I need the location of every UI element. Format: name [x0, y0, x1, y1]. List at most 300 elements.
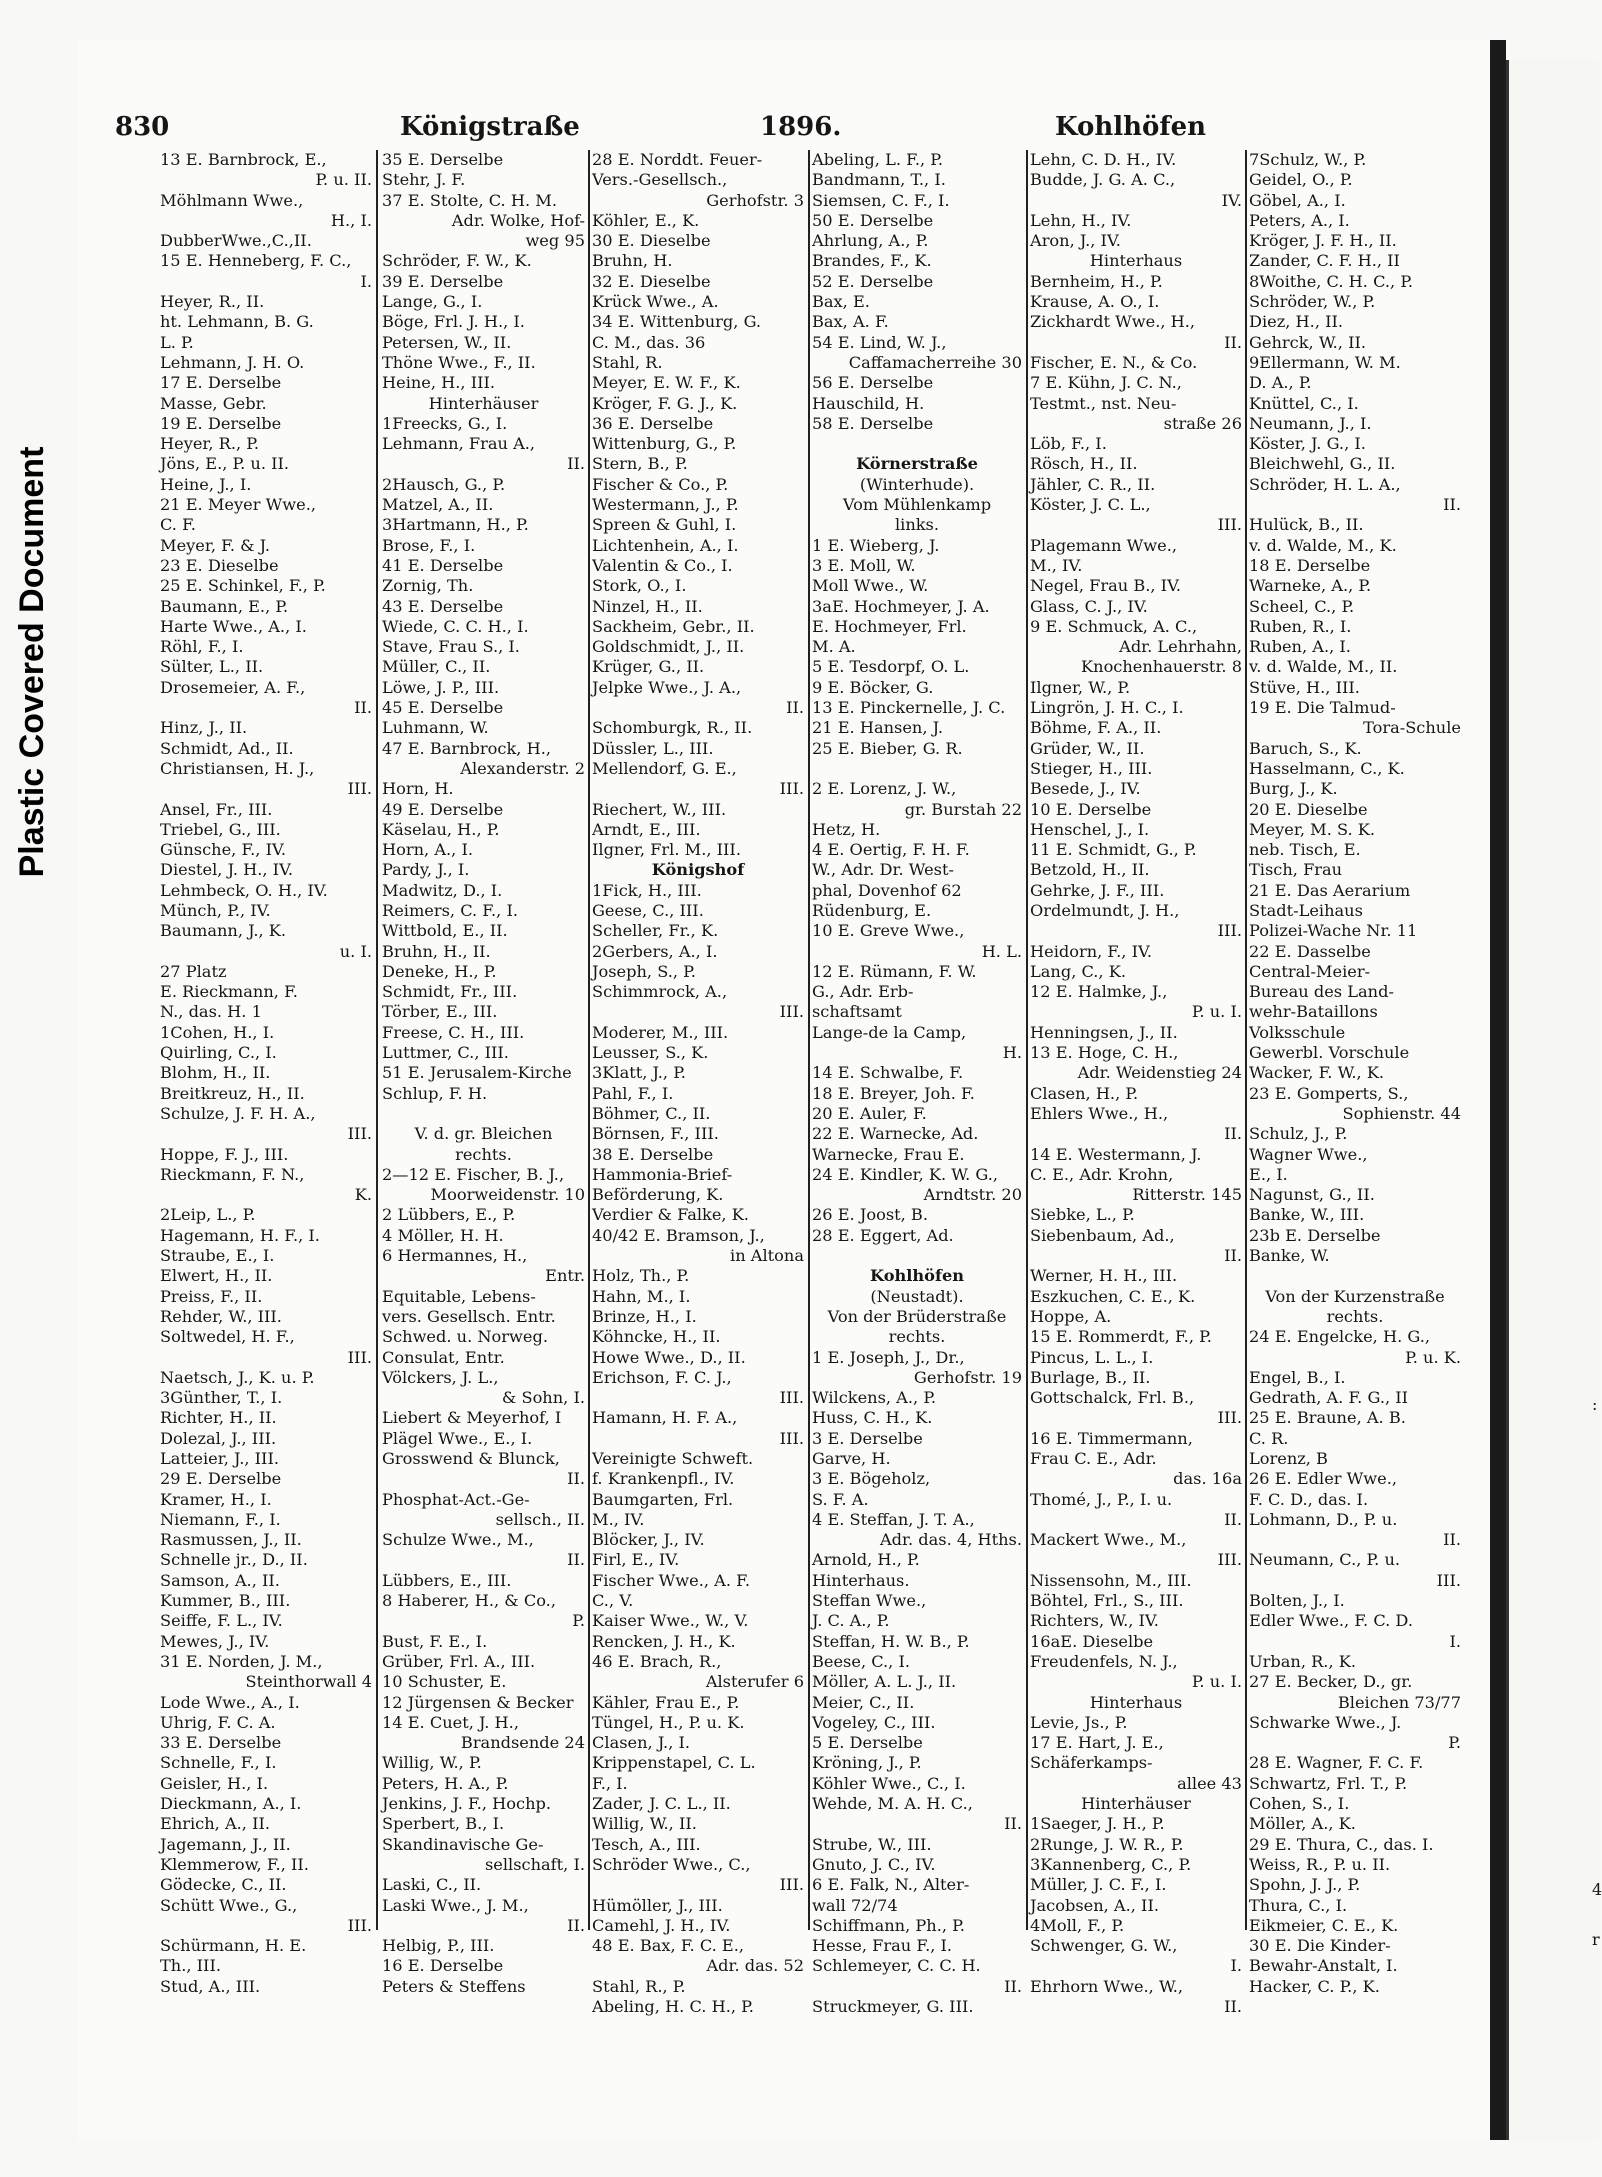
entry-line: Köhler, E., K.: [592, 210, 700, 230]
entry-line: 10 Schuster, E.: [382, 1672, 507, 1692]
entry-line: Stehr, J. F.: [382, 170, 466, 190]
entry-line: Blöcker, J., IV.: [592, 1530, 705, 1550]
entry-line: 16 E. Derselbe: [382, 1956, 504, 1976]
entry-line: Schwed. u. Norweg.: [382, 1327, 548, 1347]
entry-line: K.: [354, 1185, 372, 1205]
entry-line: weg 95: [525, 231, 585, 251]
entry-line: Grüber, Frl. A., III.: [382, 1651, 536, 1671]
entry-line: Christiansen, H. J.,: [160, 758, 315, 778]
entry-line: P. u. I.: [1191, 1672, 1242, 1692]
entry-line: 17 E. Hart, J. E.,: [1030, 1733, 1164, 1753]
entry-line: Rasmussen, J., II.: [160, 1530, 302, 1550]
entry-line: Adr. Lehrhahn,: [1119, 637, 1242, 657]
entry-line: 16aE. Dieselbe: [1030, 1631, 1154, 1651]
entry-line: Kramer, H., I.: [160, 1489, 272, 1509]
entry-line: Geisler, H., I.: [160, 1773, 269, 1793]
entry-line: [1249, 1266, 1461, 1286]
entry-line: Zickhardt Wwe., H.,: [1030, 312, 1196, 332]
entry-line: Zader, J. C. L., II.: [592, 1794, 731, 1814]
entry-line: rechts.: [888, 1327, 946, 1347]
entry-line: Vers.-Gesellsch.,: [592, 170, 728, 190]
entry-line: Ehlers Wwe., H.,: [1030, 1103, 1169, 1123]
entry-line: IV.: [1221, 190, 1242, 210]
entry-line: Schröder Wwe., C.,: [592, 1854, 751, 1874]
entry-line: Blohm, H., II.: [160, 1063, 271, 1083]
entry-line: Warnecke, Frau E.: [812, 1144, 965, 1164]
entry-line: 3Klatt, J., P.: [592, 1063, 686, 1083]
entry-line: III.: [1217, 1550, 1242, 1570]
entry-line: Stieger, H., III.: [1030, 758, 1153, 778]
entry-line: Jenkins, J. F., Hochp.: [382, 1794, 552, 1814]
entry-line: Sülter, L., II.: [160, 657, 264, 677]
entry-line: Alsterufer 6: [705, 1672, 804, 1692]
entry-line: Riechert, W., III.: [592, 799, 727, 819]
entry-line: C. F.: [160, 515, 196, 535]
entry-line: Bureau des Land-: [1249, 982, 1394, 1002]
entry-line: Wehde, M. A. H. C.,: [812, 1794, 973, 1814]
entry-line: Levie, Js., P.: [1030, 1712, 1128, 1732]
entry-line: Moderer, M., III.: [592, 1022, 729, 1042]
entry-line: Bandmann, T., I.: [812, 170, 946, 190]
entry-line: Schiffmann, Ph., P.: [812, 1915, 965, 1935]
entry-line: schaftsamt: [812, 1002, 902, 1022]
entry-line: Scheel, C., P.: [1249, 596, 1355, 616]
entry-line: Lehn, C. D. H., IV.: [1030, 150, 1177, 169]
entry-line: Baumann, E., P.: [160, 596, 289, 616]
entry-line: Geese, C., III.: [592, 900, 704, 920]
entry-line: Kröning, J., P.: [812, 1753, 922, 1773]
entry-line: Lehmann, Frau A.,: [382, 434, 536, 454]
entry-line: 3Hartmann, H., P.: [382, 515, 529, 535]
entry-line: Köster, J. C. L.,: [1030, 495, 1151, 515]
entry-line: Jähler, C. R., II.: [1030, 474, 1156, 494]
entry-line: Deneke, H., P.: [382, 961, 497, 981]
entry-line: Böhmer, C., II.: [592, 1103, 711, 1123]
entry-line: Urban, R., K.: [1249, 1651, 1356, 1671]
entry-line: 4 E. Oertig, F. H. F.: [812, 840, 970, 860]
entry-line: III.: [1217, 515, 1242, 535]
entry-line: 38 E. Derselbe: [592, 1144, 714, 1164]
entry-line: Lehn, H., IV.: [1030, 210, 1132, 230]
entry-line: II.: [1443, 495, 1461, 515]
entry-line: Schäferkamps-: [1030, 1753, 1153, 1773]
entry-line: 6 Hermannes, H.,: [382, 1246, 528, 1266]
entry-line: Adr. das. 52: [706, 1956, 804, 1976]
entry-line: Lange-de la Camp,: [812, 1022, 967, 1042]
entry-line: 23 E. Gomperts, S.,: [1249, 1083, 1409, 1103]
entry-line: Plägel Wwe., E., I.: [382, 1428, 533, 1448]
entry-line: C. M., das. 36: [592, 332, 706, 352]
street-title-right: Kohlhöfen: [1055, 112, 1207, 142]
entry-line: Krüger, G., II.: [592, 657, 705, 677]
entry-line: Rieckmann, F. N.,: [160, 1164, 305, 1184]
entry-line: 20 E. Auler, F.: [812, 1103, 927, 1123]
entry-line: 26 E. Edler Wwe.,: [1249, 1469, 1398, 1489]
entry-line: Clasen, J., I.: [592, 1733, 691, 1753]
entry-line: allee 43: [1177, 1773, 1242, 1793]
entry-line: Köster, J. G., I.: [1249, 434, 1366, 454]
entry-line: III.: [1217, 1408, 1242, 1428]
entry-line: Meyer, F. & J.: [160, 535, 271, 555]
entry-line: Köhncke, H., II.: [592, 1327, 721, 1347]
entry-line: Klemmerow, F., II.: [160, 1854, 309, 1874]
entry-line: Arnold, H., P.: [812, 1550, 920, 1570]
entry-line: 13 E. Pinckernelle, J. C.: [812, 698, 1006, 718]
directory-column-2: [382, 150, 585, 1997]
entry-line: Peters, A., I.: [1249, 210, 1350, 230]
entry-line: Schnelle, F., I.: [160, 1753, 277, 1773]
entry-line: Arndtstr. 20: [923, 1185, 1022, 1205]
entry-line: P.: [1448, 1733, 1461, 1753]
entry-line: Banke, W.: [1249, 1246, 1330, 1266]
entry-line: 18 E. Derselbe: [1249, 555, 1371, 575]
entry-line: Rehder, W., III.: [160, 1306, 282, 1326]
entry-line: Leusser, S., K.: [592, 1043, 709, 1063]
entry-line: Hahn, M., I.: [592, 1286, 691, 1306]
entry-line: Mackert Wwe., M.,: [1030, 1530, 1187, 1550]
entry-line: Uhrig, F. C. A.: [160, 1712, 276, 1732]
entry-line: Schürmann, H. E.: [160, 1936, 307, 1956]
entry-line: P. u. I.: [1191, 1002, 1242, 1022]
entry-line: Garve, H.: [812, 1449, 891, 1468]
entry-line: 9Ellermann, W. M.: [1249, 352, 1401, 372]
entry-line: Stave, Frau S., I.: [382, 637, 520, 657]
entry-line: [812, 1246, 1022, 1266]
entry-line: Müller, C., II.: [382, 657, 491, 677]
entry-line: 29 E. Derselbe: [160, 1469, 282, 1489]
entry-line: 21 E. Das Aerarium: [1249, 880, 1411, 900]
entry-line: 24 E. Kindler, K. W. G.,: [812, 1164, 999, 1184]
entry-line: 26 E. Joost, B.: [812, 1205, 928, 1225]
entry-line: & Sohn, I.: [501, 1388, 585, 1408]
entry-line: Moll Wwe., W.: [812, 576, 929, 596]
entry-line: Laski, C., II.: [382, 1875, 482, 1895]
entry-line: 13 E. Barnbrock, E.,: [160, 150, 327, 169]
entry-line: Adr. Wolke, Hof-: [451, 210, 585, 230]
entry-line: Müller, J. C. F., I.: [1030, 1875, 1167, 1895]
entry-line: Banke, W., III.: [1249, 1205, 1365, 1225]
entry-line: 28 E. Eggert, Ad.: [812, 1225, 954, 1245]
entry-line: Bernheim, H., P.: [1030, 271, 1163, 291]
entry-line: Stahl, R.: [592, 352, 663, 372]
entry-line: rechts.: [1326, 1306, 1384, 1326]
entry-line: 17 E. Derselbe: [160, 373, 282, 393]
entry-line: 2Gerbers, A., I.: [592, 941, 718, 961]
entry-line: 3aE. Hochmeyer, J. A.: [812, 596, 990, 616]
entry-line: Scheller, Fr., K.: [592, 921, 719, 941]
entry-line: Abeling, H. C. H., P.: [592, 1997, 754, 2017]
entry-line: Lichtenhein, A., I.: [592, 535, 739, 555]
entry-line: Breitkreuz, H., II.: [160, 1083, 305, 1103]
entry-line: 56 E. Derselbe: [812, 373, 934, 393]
entry-line: 47 E. Barnbrock, H.,: [382, 738, 551, 758]
entry-line: Baruch, S., K.: [1249, 738, 1362, 758]
entry-line: 35 E. Derselbe: [382, 150, 504, 169]
entry-line: Negel, Frau B., IV.: [1030, 576, 1182, 596]
column-rule: [588, 150, 590, 1930]
edge-mark: 4: [1592, 1880, 1602, 1899]
entry-line: 11 E. Schmidt, G., P.: [1030, 840, 1197, 860]
entry-line: Bewahr-Anstalt, I.: [1249, 1956, 1398, 1976]
entry-line: Grüder, W., II.: [1030, 738, 1145, 758]
entry-line: 58 E. Derselbe: [812, 413, 934, 433]
entry-line: III.: [1217, 921, 1242, 941]
entry-line: 12 E. Rümann, F. W.: [812, 961, 977, 981]
entry-line: F. C. D., das. I.: [1249, 1489, 1369, 1509]
binding-gutter: [1490, 40, 1506, 2140]
entry-line: Brandes, F., K.: [812, 251, 932, 271]
entry-line: Freese, C. H., III.: [382, 1022, 525, 1042]
entry-line: Stadt-Leihaus: [1249, 900, 1363, 920]
entry-line: Sackheim, Gebr., II.: [592, 616, 755, 636]
entry-line: 19 E. Die Talmud-: [1249, 698, 1396, 718]
entry-line: Luttmer, C., III.: [382, 1043, 509, 1063]
entry-line: Schulze, J. F. H. A.,: [160, 1103, 316, 1123]
directory-column-4: [812, 150, 1022, 2017]
entry-line: Köhler Wwe., C., I.: [812, 1773, 966, 1793]
entry-line: sellsch., II.: [495, 1509, 585, 1529]
entry-line: Th., III.: [160, 1956, 221, 1976]
entry-line: Ilgner, W., P.: [1030, 677, 1131, 697]
entry-line: 4 E. Steffan, J. T. A.,: [812, 1509, 975, 1529]
entry-line: Laski Wwe., J. M.,: [382, 1895, 529, 1915]
entry-line: II.: [1004, 1814, 1022, 1834]
entry-line: 10 E. Greve Wwe.,: [812, 921, 965, 941]
entry-line: Heyer, R., P.: [160, 434, 260, 454]
entry-line: Grosswend & Blunck,: [382, 1449, 560, 1468]
entry-line: Schwarke Wwe., J.: [1249, 1712, 1402, 1732]
entry-line: Steffan, H. W. B., P.: [812, 1631, 970, 1651]
entry-line: 2 E. Lorenz, J. W.,: [812, 779, 957, 799]
entry-line: rechts.: [455, 1144, 512, 1164]
entry-line: Ilgner, Frl. M., III.: [592, 840, 741, 860]
entry-line: 28 E. Wagner, F. C. F.: [1249, 1753, 1424, 1773]
entry-line: Sophienstr. 44: [1342, 1103, 1461, 1123]
entry-line: Bolten, J., I.: [1249, 1591, 1345, 1611]
year: 1896.: [760, 112, 842, 142]
entry-line: Krippenstapel, C. L.: [592, 1753, 756, 1773]
entry-line: Holz, Th., P.: [592, 1266, 690, 1286]
entry-line: Central-Meier-: [1249, 961, 1371, 981]
entry-line: Schnelle jr., D., II.: [160, 1550, 308, 1570]
plastic-cover-label: Plastic Covered Document: [12, 446, 51, 878]
entry-line: Wittenburg, G., P.: [592, 434, 737, 454]
entry-line: Besede, J., IV.: [1030, 779, 1141, 799]
column-rule: [1026, 150, 1028, 1930]
entry-line: 12 E. Halmke, J.,: [1030, 982, 1168, 1002]
entry-line: 3 E. Moll, W.: [812, 555, 916, 575]
entry-line: 29 E. Thura, C., das. I.: [1249, 1834, 1434, 1854]
entry-line: J. C. A., P.: [812, 1611, 890, 1631]
entry-line: 3 E. Derselbe: [812, 1428, 923, 1448]
entry-line: Ruben, A., I.: [1249, 637, 1351, 657]
entry-line: 21 E. Meyer Wwe.,: [160, 495, 316, 515]
entry-line: 2 Lübbers, E., P.: [382, 1205, 516, 1225]
entry-line: Gottschalck, Frl. B.,: [1030, 1388, 1195, 1408]
entry-line: Cohen, S., I.: [1249, 1794, 1350, 1814]
entry-line: Zander, C. F. H., II: [1249, 251, 1400, 271]
entry-line: Ahrlung, A., P.: [812, 231, 929, 251]
entry-line: Glass, C. J., IV.: [1030, 596, 1148, 616]
entry-line: III.: [347, 1915, 372, 1935]
entry-line: 2Hausch, G., P.: [382, 474, 506, 494]
entry-line: Masse, Gebr.: [160, 393, 267, 413]
entry-line: Polizei-Wache Nr. 11: [1249, 921, 1418, 941]
entry-line: III.: [347, 1347, 372, 1367]
entry-line: Düssler, L., III.: [592, 738, 714, 758]
entry-line: Engel, B., I.: [1249, 1367, 1346, 1387]
entry-line: 1 E. Wieberg, J.: [812, 535, 940, 555]
entry-line: M., IV.: [1030, 555, 1083, 575]
entry-line: Warneke, A., P.: [1249, 576, 1372, 596]
entry-line: Göbel, A., I.: [1249, 190, 1346, 210]
entry-line: Pincus, L. L., I.: [1030, 1347, 1154, 1367]
next-page-edge: [1506, 60, 1599, 2140]
entry-line: 20 E. Dieselbe: [1249, 799, 1368, 819]
entry-line: vers. Gesellsch. Entr.: [382, 1306, 556, 1326]
entry-line: Lode Wwe., A., I.: [160, 1692, 300, 1712]
entry-line: 9 E. Böcker, G.: [812, 677, 934, 697]
entry-line: Wilckens, A., P.: [812, 1388, 937, 1408]
entry-line: Harte Wwe., A., I.: [160, 616, 307, 636]
entry-line: N., das. H. 1: [160, 1002, 262, 1022]
entry-line: Gedrath, A. F. G., II: [1249, 1388, 1409, 1408]
entry-line: Stern, B., P.: [592, 454, 688, 474]
entry-line: E., I.: [1249, 1164, 1288, 1184]
entry-line: W., Adr. Dr. West-: [812, 860, 954, 880]
entry-line: 51 E. Jerusalem-Kirche: [382, 1063, 572, 1083]
entry-line: Hinterhäuser: [428, 393, 539, 413]
entry-line: Bax, E.: [812, 292, 870, 312]
entry-line: Tüngel, H., P. u. K.: [592, 1712, 745, 1732]
entry-line: Möller, A. L. J., II.: [812, 1672, 957, 1692]
entry-line: V. d. gr. Bleichen: [414, 1124, 553, 1144]
entry-line: Westermann, J., P.: [592, 495, 739, 515]
entry-line: 25 E. Schinkel, F., P.: [160, 576, 326, 596]
entry-line: Böhme, F. A., II.: [1030, 718, 1162, 738]
entry-line: 2—12 E. Fischer, B. J.,: [382, 1164, 565, 1184]
entry-line: Schmidt, Fr., III.: [382, 982, 518, 1002]
entry-line: 15 E. Rommerdt, F., P.: [1030, 1327, 1212, 1347]
entry-line: Gerhofstr. 19: [913, 1367, 1022, 1387]
entry-line: III.: [779, 1875, 804, 1895]
entry-line: Stork, O., I.: [592, 576, 687, 596]
entry-line: 34 E. Wittenburg, G.: [592, 312, 762, 332]
entry-line: Beförderung, K.: [592, 1185, 724, 1205]
entry-line: Hoppe, F. J., III.: [160, 1144, 289, 1164]
entry-line: u. I.: [339, 941, 372, 961]
entry-line: Brinze, H., I.: [592, 1306, 697, 1326]
entry-line: Stüve, H., III.: [1249, 677, 1360, 697]
entry-line: Brose, F., I.: [382, 535, 476, 555]
entry-line: Nagunst, G., II.: [1249, 1185, 1375, 1205]
entry-line: Abeling, L. F., P.: [812, 150, 944, 169]
entry-line: Jagemann, J., II.: [160, 1834, 291, 1854]
entry-line: Lorenz, B: [1249, 1449, 1328, 1468]
entry-line: 18 E. Breyer, Joh. F.: [812, 1083, 975, 1103]
entry-line: Ordelmundt, J. H.,: [1030, 900, 1180, 920]
entry-line: Hagemann, H. F., I.: [160, 1225, 320, 1245]
entry-line: Moorweidenstr. 10: [430, 1185, 585, 1205]
entry-line: 40/42 E. Bramson, J.,: [592, 1225, 765, 1245]
entry-line: Thöne Wwe., F., II.: [382, 352, 536, 372]
entry-line: Meyer, M. S. K.: [1249, 819, 1376, 839]
entry-line: I.: [360, 271, 372, 291]
entry-line: 39 E. Derselbe: [382, 271, 504, 291]
entry-line: 30 E. Dieselbe: [592, 231, 711, 251]
entry-line: Burlage, B., II.: [1030, 1367, 1151, 1387]
entry-line: 3 E. Bögeholz,: [812, 1469, 931, 1489]
entry-line: Hinterhaus: [1089, 1692, 1183, 1712]
entry-line: Frau C. E., Adr.: [1030, 1449, 1157, 1468]
entry-line: Huss, C. H., K.: [812, 1408, 933, 1428]
entry-line: 27 E. Becker, D., gr.: [1249, 1672, 1413, 1692]
entry-line: Rösch, H., II.: [1030, 454, 1138, 474]
entry-line: [812, 759, 1022, 779]
entry-line: v. d. Walde, M., II.: [1249, 657, 1398, 677]
street-title-left: Königstraße: [400, 112, 580, 142]
entry-line: C. R.: [1249, 1428, 1289, 1448]
entry-line: 14 E. Schwalbe, F.: [812, 1063, 964, 1083]
directory-column-6: [1249, 150, 1461, 1997]
entry-line: III.: [779, 779, 804, 799]
entry-line: Phosphat-Act.-Ge-: [382, 1489, 530, 1509]
entry-line: 7 E. Kühn, J. C. N.,: [1030, 373, 1182, 393]
entry-line: Käselau, H., P.: [382, 819, 500, 839]
entry-line: Wagner Wwe.,: [1249, 1144, 1368, 1164]
entry-line: Triebel, G., III.: [160, 819, 281, 839]
entry-line: E. Rieckmann, F.: [160, 982, 298, 1002]
entry-line: Ehrhorn Wwe., W.,: [1030, 1976, 1184, 1996]
entry-line: wall 72/74: [812, 1895, 898, 1915]
entry-line: Hammonia-Brief-: [592, 1164, 733, 1184]
column-rule: [376, 150, 378, 1930]
directory-column-5: [1030, 150, 1242, 2017]
entry-line: Steinthorwall 4: [245, 1672, 372, 1692]
entry-line: 27 Platz: [160, 961, 227, 981]
entry-line: I.: [1449, 1631, 1461, 1651]
entry-line: Gnuto, J. C., IV.: [812, 1854, 936, 1874]
entry-line: III.: [347, 779, 372, 799]
entry-line: Edler Wwe., F. C. D.: [1249, 1611, 1413, 1631]
entry-line: Straube, E., I.: [160, 1246, 275, 1266]
entry-line: Betzold, H., II.: [1030, 860, 1150, 880]
entry-line: Krause, A. O., I.: [1030, 292, 1160, 312]
entry-line: Pardy, J., I.: [382, 860, 470, 880]
entry-line: II.: [1224, 1997, 1242, 2017]
entry-line: DubberWwe.,C.,II.: [160, 231, 312, 251]
entry-line: Wiede, C. C. H., I.: [382, 616, 529, 636]
entry-line: Heine, J., I.: [160, 474, 252, 494]
entry-line: Börnsen, F., III.: [592, 1124, 719, 1144]
entry-line: Lübbers, E., III.: [382, 1570, 512, 1590]
entry-line: Schröder, W., P.: [1249, 292, 1376, 312]
entry-line: L. P.: [160, 332, 194, 352]
entry-line: Richter, H., II.: [160, 1408, 277, 1428]
entry-line: Dolezal, J., III.: [160, 1428, 277, 1448]
entry-line: 7Schulz, W., P.: [1249, 150, 1367, 169]
entry-line: Struckmeyer, G. III.: [812, 1997, 974, 2017]
entry-line: Nissensohn, M., III.: [1030, 1570, 1192, 1590]
entry-line: 1Fick, H., III.: [592, 880, 702, 900]
entry-line: III.: [1436, 1570, 1461, 1590]
entry-line: Naetsch, J., K. u. P.: [160, 1367, 315, 1387]
entry-line: Fischer Wwe., A. F.: [592, 1570, 751, 1590]
entry-line: Wittbold, E., II.: [382, 921, 508, 941]
entry-line: (Winterhude).: [859, 474, 975, 494]
entry-line: Schwenger, G. W.,: [1030, 1936, 1178, 1956]
entry-line: 50 E. Derselbe: [812, 210, 934, 230]
